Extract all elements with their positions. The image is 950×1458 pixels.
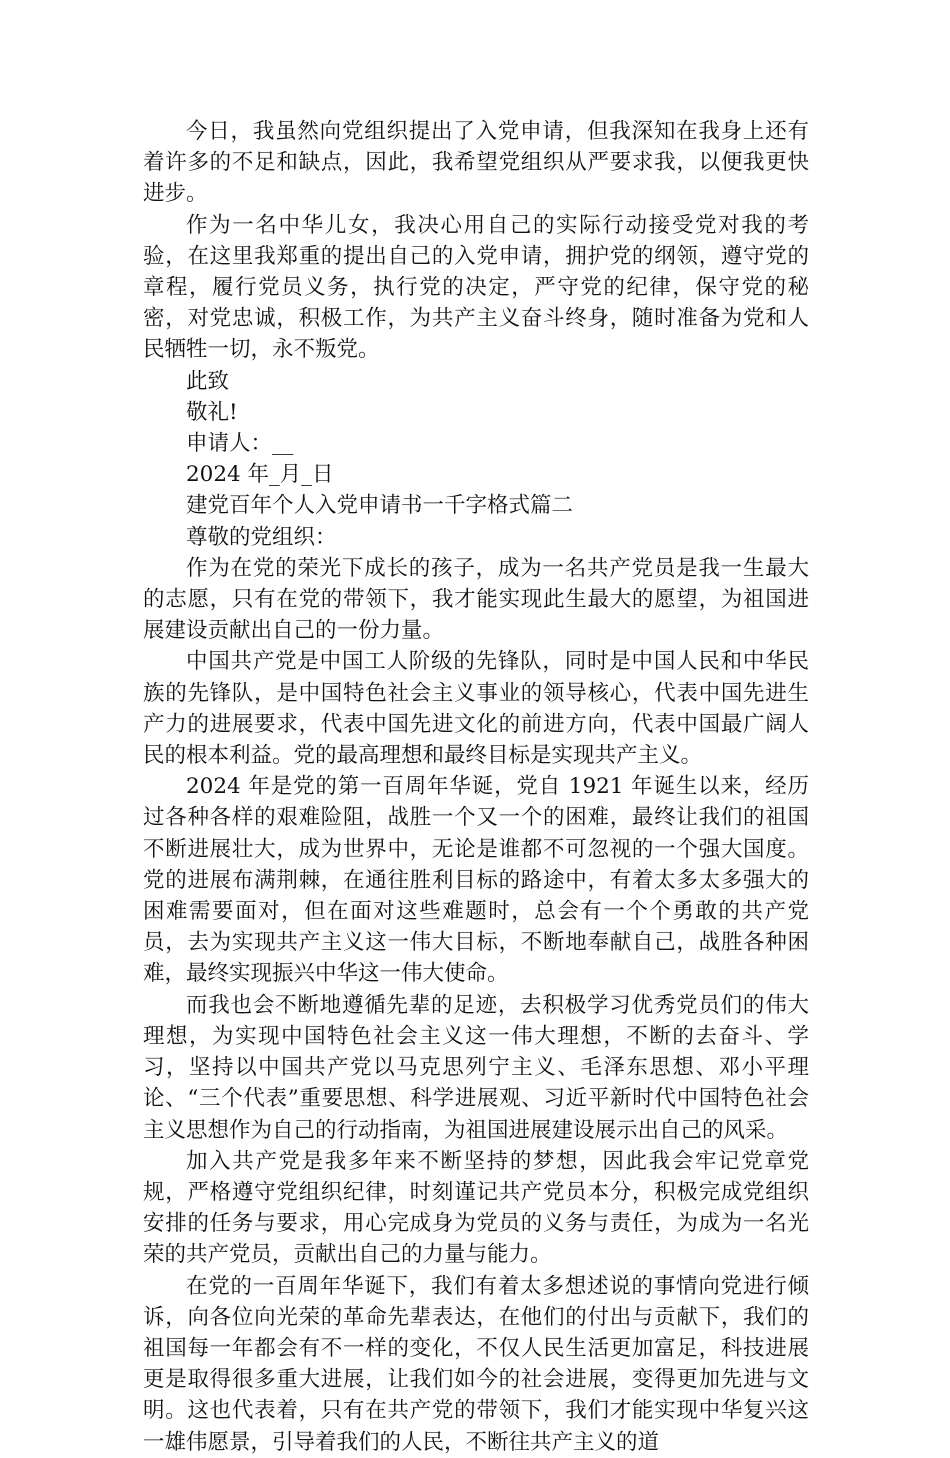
- body-paragraph-6: 在党的一百周年华诞下，我们有着太多想述说的事情向党进行倾诉，向各位向光荣的革命先辈表达，在他们的付出与贡献下，我们的祖国每一年都会有不一样的变化，不仅人民生活更加富足，科技进展更是取得很多重大进展，让我们如今的社会进展，变得更加先进与文明。这也代表着，只有在共产党的带领下，我们才能实现中华复兴这一雄伟愿景，引导着我们的人民，不断往共产主义的道: [143, 1273, 809, 1455]
- paragraph-1: 今日，我虽然向党组织提出了入党申请，但我深知在我身上还有着许多的不足和缺点，因此，我希望党组织从严要求我，以便我更快进步。: [143, 119, 809, 207]
- applicant-line: 申请人：__: [186, 431, 294, 457]
- document-page: [143, 116, 809, 1458]
- paragraph-2: 作为一名中华儿女，我决心用自己的实际行动接受党对我的考验，在这里我郑重的提出自己的入党申请，拥护党的纲领，遵守党的章程，履行党员义务，执行党的决定，严守党的纪律，保守党的秘密，对党忠诚，积极工作，为共产主义奋斗终身，随时准备为党和人民牺牲一切，永不叛党。: [143, 212, 809, 363]
- salute-line: 敬礼!: [186, 399, 238, 425]
- closing-line: 此致: [186, 368, 230, 394]
- body-paragraph-5: 加入共产党是我多年来不断坚持的梦想，因此我会牢记党章党规，严格遵守党组织纪律，时刻谨记共产党员本分，积极完成党组织安排的任务与要求，用心完成身为党员的义务与责任，为成为一名光荣的共产党员，贡献出自己的力量与能力。: [143, 1148, 809, 1268]
- body-paragraph-3: 2024 年是党的第一百周年华诞，党自 1921 年诞生以来，经历过各种各样的艰难险阻，战胜一个又一个的困难，最终让我们的祖国不断进展壮大，成为世界中，无论是谁都不可忽视的一个强大国度。党的进展布满荆棘，在通往胜利目标的路途中，有着太多太多强大的困难需要面对，但在面对这些难题时，总会有一个个勇敢的共产党员，去为实现共产主义这一伟大目标，不断地奉献自己，战胜各种困难，最终实现振兴中华这一伟大使命。: [143, 774, 809, 987]
- greeting-line: 尊敬的党组织：: [186, 524, 337, 550]
- body-paragraph-4: 而我也会不断地遵循先辈的足迹，去积极学习优秀党员们的伟大理想，为实现中国特色社会主义这一伟大理想，不断的去奋斗、学习，坚持以中国共产党以马克思列宁主义、毛泽东思想、邓小平理论、“三个代表”重要思想、科学进展观、习近平新时代中国特色社会主义思想作为自己的行动指南，为祖国进展建设展示出自己的风采。: [143, 992, 809, 1143]
- section-title: 建党百年个人入党申请书一千字格式篇二: [186, 493, 574, 519]
- body-paragraph-2: 中国共产党是中国工人阶级的先锋队，同时是中国人民和中华民族的先锋队，是中国特色社会主义事业的领导核心，代表中国先进生产力的进展要求，代表中国先进文化的前进方向，代表中国最广阔人民的根本利益。党的最高理想和最终目标是实现共产主义。: [143, 649, 809, 769]
- body-paragraph-1: 作为在党的荣光下成长的孩子，成为一名共产党员是我一生最大的志愿，只有在党的带领下，我才能实现此生最大的愿望，为祖国进展建设贡献出自己的一份力量。: [143, 555, 809, 644]
- date-line: 2024 年_月_日: [186, 462, 334, 488]
